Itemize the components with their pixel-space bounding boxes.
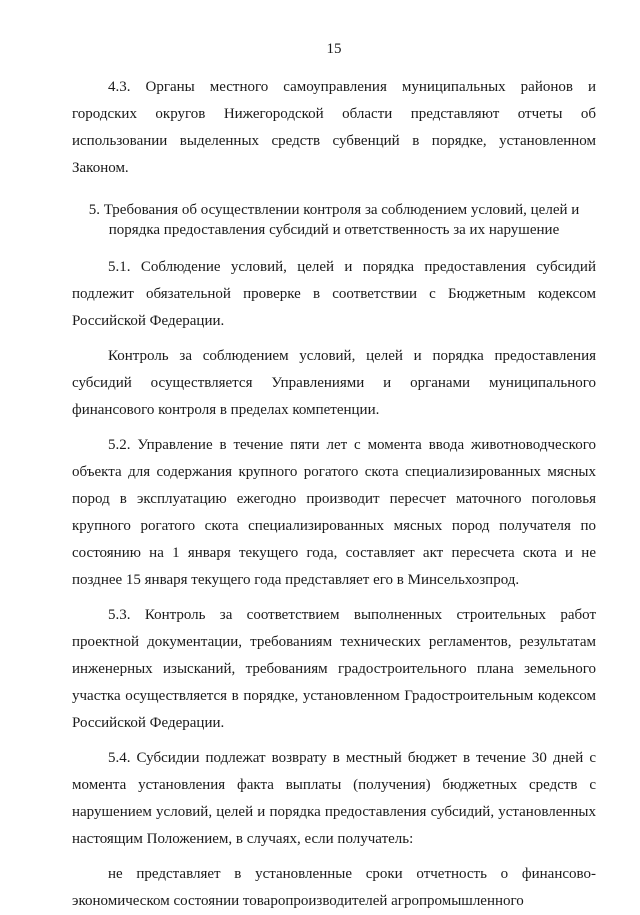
paragraph-5-2: 5.2. Управление в течение пяти лет с момента ввода животноводческого объекта для содержания крупного рогатого скота специализированных мясных пород в эксплуатацию ежегодно производит пересчет маточного поголовья крупного рогатого скота специализированных мясных пород получателя по состоянию на 1 января текущего года, составляет акт пересчета скота и не позднее 15 января текущего года представляет его в Минсельхозпрод. [72, 437, 596, 588]
paragraph-5-1: 5.1. Соблюдение условий, целей и порядка предоставления субсидий подлежит обязательной проверке в соответствии с Бюджетным кодексом Российской Федерации. [72, 259, 596, 329]
paragraph-5-3: 5.3. Контроль за соответствием выполненных строительных работ проектной документации, требованиям технических регламентов, результатам инженерных изысканий, требованиям градостроительного плана земельного участка осуществляется в порядке, установленном Градостроительным кодексом Российской Федерации. [72, 607, 596, 731]
paragraph-4-3: 4.3. Органы местного самоуправления муниципальных районов и городских округов Нижегородской области представляют отчеты об использовании выделенных средств субвенций в порядке, установленном Законом. [72, 79, 596, 176]
paragraph-reporting: не представляет в установленные сроки отчетность о финансово-экономическом состоянии товаропроизводителей агропромышленного [72, 866, 596, 909]
page-number: 15 [326, 41, 342, 57]
section-heading: 5. Требования об осуществлении контроля за соблюдением условий, целей и порядка предоставления субсидий и ответственность за их нарушение [88, 202, 580, 238]
paragraph-control: Контроль за соблюдением условий, целей и порядка предоставления субсидий осуществляется Управлениями и органами муниципального финансового контроля в пределах компетенции. [72, 348, 596, 418]
paragraph-5-4: 5.4. Субсидии подлежат возврату в местный бюджет в течение 30 дней с момента установления факта выплаты (получения) бюджетных средств с нарушением условий, целей и порядка предоставления субсидий, установленных настоящим Положением, в случаях, если получатель: [72, 750, 596, 847]
document-page [72, 38, 596, 915]
